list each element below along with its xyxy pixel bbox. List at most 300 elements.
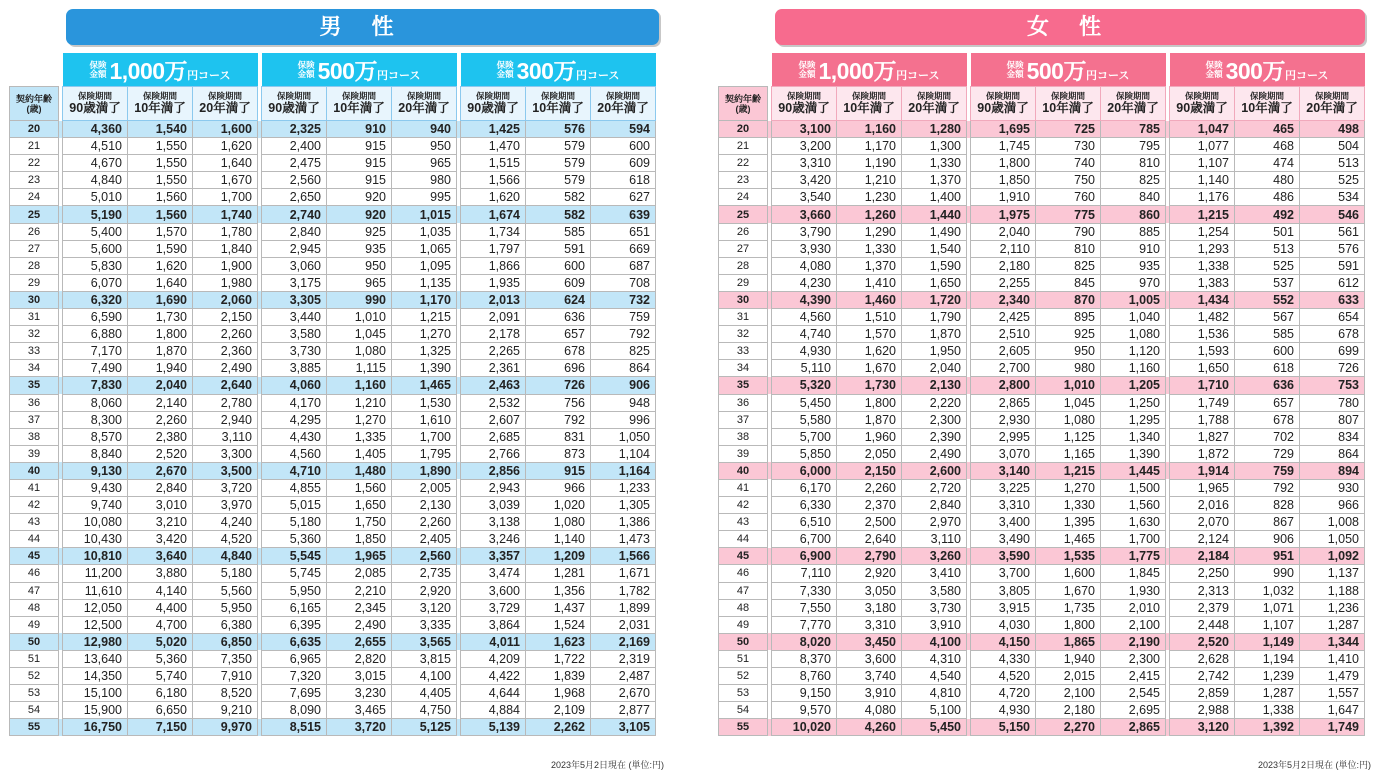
premium-cell: 4,560 (772, 309, 837, 326)
male-course-header (461, 53, 656, 87)
premium-cell: 486 (1235, 189, 1300, 206)
premium-cell: 1,674 (461, 206, 526, 223)
premium-cell: 612 (1300, 274, 1365, 291)
premium-cell: 1,780 (193, 223, 258, 240)
age-header-unit: (歳) (26, 103, 42, 114)
term-label: 保険期間 (916, 91, 951, 101)
premium-cell: 537 (1235, 274, 1300, 291)
premium-cell: 2,560 (392, 548, 457, 565)
premium-cell: 970 (1101, 274, 1166, 291)
premium-cell: 825 (1101, 172, 1166, 189)
premium-cell: 792 (526, 411, 591, 428)
age-cell: 49 (719, 616, 768, 633)
male-term-row (10, 87, 656, 121)
premium-cell: 4,310 (902, 650, 967, 667)
premium-cell: 4,560 (262, 445, 327, 462)
premium-cell: 1,510 (837, 309, 902, 326)
male-course-header (63, 53, 258, 87)
female-course-header (772, 53, 967, 87)
premium-cell: 4,840 (63, 172, 128, 189)
premium-cell: 3,175 (262, 274, 327, 291)
premium-cell: 654 (1300, 309, 1365, 326)
premium-cell: 3,565 (392, 633, 457, 650)
term-header (902, 87, 967, 121)
premium-cell: 5,320 (772, 377, 837, 394)
premium-cell: 561 (1300, 223, 1365, 240)
premium-cell: 3,600 (837, 650, 902, 667)
premium-cell: 1,600 (1036, 565, 1101, 582)
table-row (719, 257, 1365, 274)
premium-cell: 980 (392, 172, 457, 189)
premium-cell: 5,740 (128, 668, 193, 685)
premium-cell: 1,535 (1036, 548, 1101, 565)
premium-cell: 2,840 (128, 479, 193, 496)
premium-cell: 910 (327, 121, 392, 138)
premium-cell: 2,070 (1170, 514, 1235, 531)
premium-cell: 3,885 (262, 360, 327, 377)
female-age-header (719, 87, 768, 121)
table-row (10, 565, 656, 582)
premium-cell: 7,150 (128, 719, 193, 736)
premium-cell: 1,593 (1170, 343, 1235, 360)
premium-cell: 756 (526, 394, 591, 411)
table-row (10, 548, 656, 565)
premium-cell: 1,047 (1170, 121, 1235, 138)
premium-cell: 2,380 (128, 428, 193, 445)
premium-cell: 1,015 (392, 206, 457, 223)
age-cell: 54 (10, 702, 59, 719)
premium-cell: 1,215 (1170, 206, 1235, 223)
table-row (719, 599, 1365, 616)
premium-cell: 3,910 (837, 685, 902, 702)
premium-cell: 639 (591, 206, 656, 223)
premium-cell: 1,870 (902, 326, 967, 343)
premium-cell: 3,970 (193, 497, 258, 514)
term-value: 20年満了 (908, 101, 960, 115)
premium-cell: 2,040 (128, 377, 193, 394)
age-cell: 49 (10, 616, 59, 633)
age-cell: 35 (10, 377, 59, 394)
premium-cell: 1,080 (1036, 411, 1101, 428)
premium-cell: 1,935 (461, 274, 526, 291)
premium-cell: 1,410 (837, 274, 902, 291)
course-label: 保険 金額 (798, 59, 816, 79)
premium-cell: 7,110 (772, 565, 837, 582)
premium-cell: 7,910 (193, 668, 258, 685)
premium-cell: 5,850 (772, 445, 837, 462)
table-row (10, 616, 656, 633)
premium-cell: 1,425 (461, 121, 526, 138)
premium-cell: 6,000 (772, 462, 837, 479)
premium-cell: 1,550 (128, 172, 193, 189)
premium-cell: 1,390 (392, 360, 457, 377)
table-row (10, 274, 656, 291)
premium-cell: 8,515 (262, 719, 327, 736)
age-cell: 53 (719, 685, 768, 702)
premium-cell: 669 (591, 240, 656, 257)
premium-cell: 1,020 (526, 497, 591, 514)
age-cell: 52 (10, 668, 59, 685)
premium-cell: 906 (1235, 531, 1300, 548)
premium-cell: 579 (526, 138, 591, 155)
premium-cell: 948 (591, 394, 656, 411)
premium-cell: 2,877 (591, 702, 656, 719)
premium-cell: 9,150 (772, 685, 837, 702)
premium-cell: 576 (526, 121, 591, 138)
table-row (719, 360, 1365, 377)
table-row (10, 599, 656, 616)
premium-cell: 3,440 (262, 309, 327, 326)
term-label: 保険期間 (540, 91, 575, 101)
premium-cell: 940 (392, 121, 457, 138)
male-premium-table (9, 53, 656, 736)
table-row (10, 377, 656, 394)
premium-cell: 2,150 (193, 309, 258, 326)
premium-cell: 9,210 (193, 702, 258, 719)
premium-cell: 2,379 (1170, 599, 1235, 616)
male-footnote: 2023年5月2日現在 (単位:円) (550, 760, 664, 770)
premium-cell: 1,465 (1036, 531, 1101, 548)
premium-cell: 825 (1036, 257, 1101, 274)
male-course-header (262, 53, 457, 87)
age-header-unit: (歳) (735, 103, 751, 114)
premium-cell: 1,437 (526, 599, 591, 616)
table-row (10, 138, 656, 155)
premium-cell: 1,125 (1036, 428, 1101, 445)
premium-cell: 585 (1235, 326, 1300, 343)
premium-cell: 3,490 (971, 531, 1036, 548)
premium-cell: 1,410 (1300, 650, 1365, 667)
term-header (971, 87, 1036, 121)
table-row (719, 309, 1365, 326)
premium-cell: 579 (526, 172, 591, 189)
premium-cell: 1,482 (1170, 309, 1235, 326)
term-label: 保険期間 (341, 91, 376, 101)
table-row (719, 223, 1365, 240)
premium-cell: 3,310 (971, 497, 1036, 514)
premium-cell: 1,965 (1170, 479, 1235, 496)
premium-cell: 1,557 (1300, 685, 1365, 702)
premium-cell: 1,620 (193, 138, 258, 155)
premium-cell: 3,039 (461, 497, 526, 514)
premium-cell: 3,740 (837, 668, 902, 685)
premium-cell: 651 (591, 223, 656, 240)
premium-cell: 5,125 (392, 719, 457, 736)
premium-cell: 965 (392, 155, 457, 172)
premium-cell: 3,305 (262, 291, 327, 308)
premium-cell: 5,360 (262, 531, 327, 548)
premium-cell: 2,220 (902, 394, 967, 411)
premium-cell: 633 (1300, 291, 1365, 308)
premium-cell: 4,209 (461, 650, 526, 667)
premium-cell: 1,335 (327, 428, 392, 445)
premium-cell: 4,670 (63, 155, 128, 172)
premium-cell: 1,210 (837, 172, 902, 189)
premium-cell: 4,140 (128, 582, 193, 599)
age-cell: 55 (10, 719, 59, 736)
premium-cell: 6,900 (772, 548, 837, 565)
premium-cell: 1,356 (526, 582, 591, 599)
premium-cell: 2,184 (1170, 548, 1235, 565)
premium-cell: 2,124 (1170, 531, 1235, 548)
term-value: 10年満了 (1241, 101, 1293, 115)
term-value: 90歳満了 (778, 101, 830, 115)
premium-cell: 995 (392, 189, 457, 206)
premium-cell: 498 (1300, 121, 1365, 138)
premium-cell: 7,695 (262, 685, 327, 702)
premium-cell: 2,130 (392, 497, 457, 514)
term-label: 保険期間 (1184, 91, 1219, 101)
premium-cell: 4,060 (262, 377, 327, 394)
premium-cell: 840 (1101, 189, 1166, 206)
premium-cell: 3,050 (837, 582, 902, 599)
premium-cell: 567 (1235, 309, 1300, 326)
premium-cell: 2,060 (193, 291, 258, 308)
term-value: 20年満了 (199, 101, 251, 115)
term-header (772, 87, 837, 121)
premium-cell: 2,600 (902, 462, 967, 479)
premium-cell: 980 (1036, 360, 1101, 377)
premium-cell: 11,610 (63, 582, 128, 599)
premium-cell: 1,164 (591, 462, 656, 479)
age-cell: 29 (10, 274, 59, 291)
premium-cell: 1,270 (327, 411, 392, 428)
age-cell: 40 (719, 462, 768, 479)
premium-cell: 2,463 (461, 377, 526, 394)
age-cell: 30 (10, 291, 59, 308)
premium-cell: 1,050 (1300, 531, 1365, 548)
course-label: 保険 金額 (496, 59, 514, 79)
age-cell: 38 (10, 428, 59, 445)
age-cell: 24 (10, 189, 59, 206)
premium-cell: 4,520 (193, 531, 258, 548)
premium-cell: 2,545 (1101, 685, 1166, 702)
term-header (1101, 87, 1166, 121)
premium-cell: 5,020 (128, 633, 193, 650)
premium-cell: 996 (591, 411, 656, 428)
premium-cell: 2,490 (902, 445, 967, 462)
premium-cell: 468 (1235, 138, 1300, 155)
premium-cell: 6,650 (128, 702, 193, 719)
premium-cell: 480 (1235, 172, 1300, 189)
premium-cell: 1,550 (128, 155, 193, 172)
premium-cell: 2,510 (971, 326, 1036, 343)
course-amount: 1,000万 (109, 58, 188, 84)
premium-cell: 1,515 (461, 155, 526, 172)
premium-cell: 1,630 (1101, 514, 1166, 531)
premium-cell: 4,230 (772, 274, 837, 291)
premium-cell: 618 (591, 172, 656, 189)
premium-cell: 1,137 (1300, 565, 1365, 582)
premium-cell: 760 (1036, 189, 1101, 206)
premium-cell: 9,130 (63, 462, 128, 479)
premium-cell: 3,720 (327, 719, 392, 736)
term-label: 保険期間 (475, 91, 510, 101)
premium-cell: 2,988 (1170, 702, 1235, 719)
age-cell: 23 (10, 172, 59, 189)
premium-cell: 925 (327, 223, 392, 240)
premium-cell: 915 (327, 138, 392, 155)
premium-cell: 5,190 (63, 206, 128, 223)
premium-cell: 950 (1036, 343, 1101, 360)
term-label: 保険期間 (1050, 91, 1085, 101)
premium-cell: 3,260 (902, 548, 967, 565)
premium-cell: 7,770 (772, 616, 837, 633)
premium-cell: 2,262 (526, 719, 591, 736)
premium-cell: 657 (1235, 394, 1300, 411)
premium-cell: 2,031 (591, 616, 656, 633)
premium-cell: 3,450 (837, 633, 902, 650)
premium-cell: 2,840 (902, 497, 967, 514)
premium-cell: 2,361 (461, 360, 526, 377)
premium-cell: 2,040 (971, 223, 1036, 240)
premium-cell: 3,790 (772, 223, 837, 240)
premium-cell: 8,020 (772, 633, 837, 650)
premium-cell: 1,980 (193, 274, 258, 291)
premium-cell: 1,386 (591, 514, 656, 531)
premium-cell: 4,510 (63, 138, 128, 155)
premium-cell: 1,600 (193, 121, 258, 138)
premium-cell: 2,345 (327, 599, 392, 616)
table-row (719, 326, 1365, 343)
premium-cell: 1,870 (128, 343, 193, 360)
premium-cell: 4,330 (971, 650, 1036, 667)
course-label: 保険 金額 (297, 59, 315, 79)
table-row (719, 291, 1365, 308)
premium-cell: 5,560 (193, 582, 258, 599)
premium-cell: 2,390 (902, 428, 967, 445)
premium-cell: 6,635 (262, 633, 327, 650)
premium-cell: 5,700 (772, 428, 837, 445)
premium-cell: 579 (526, 155, 591, 172)
premium-cell: 10,080 (63, 514, 128, 531)
premium-cell: 2,856 (461, 462, 526, 479)
premium-cell: 1,900 (193, 257, 258, 274)
premium-cell: 2,945 (262, 240, 327, 257)
premium-cell: 1,930 (1101, 582, 1166, 599)
male-banner: 男 性 (66, 9, 659, 45)
premium-cell: 1,140 (1170, 172, 1235, 189)
premium-cell: 513 (1300, 155, 1365, 172)
premium-cell: 3,500 (193, 462, 258, 479)
premium-cell: 4,080 (772, 257, 837, 274)
premium-cell: 2,040 (902, 360, 967, 377)
premium-cell: 1,470 (461, 138, 526, 155)
premium-cell: 474 (1235, 155, 1300, 172)
table-row (10, 172, 656, 189)
premium-cell: 687 (591, 257, 656, 274)
age-cell: 38 (719, 428, 768, 445)
male-age-header (10, 87, 59, 121)
term-value: 10年満了 (532, 101, 584, 115)
premium-cell: 831 (526, 428, 591, 445)
premium-cell: 4,011 (461, 633, 526, 650)
premium-cell: 2,109 (526, 702, 591, 719)
table-row (719, 172, 1365, 189)
premium-cell: 2,943 (461, 479, 526, 496)
premium-cell: 1,077 (1170, 138, 1235, 155)
table-row (719, 650, 1365, 667)
term-label: 保険期間 (142, 91, 177, 101)
premium-cell: 1,281 (526, 565, 591, 582)
table-row (719, 155, 1365, 172)
premium-cell: 2,650 (262, 189, 327, 206)
term-label: 保険期間 (851, 91, 886, 101)
premium-cell: 8,840 (63, 445, 128, 462)
age-cell: 35 (719, 377, 768, 394)
premium-cell: 1,095 (392, 257, 457, 274)
age-cell: 27 (719, 240, 768, 257)
premium-cell: 3,420 (772, 172, 837, 189)
table-row (719, 462, 1365, 479)
premium-cell: 2,013 (461, 291, 526, 308)
age-cell: 51 (10, 650, 59, 667)
premium-cell: 990 (327, 291, 392, 308)
premium-cell: 1,850 (971, 172, 1036, 189)
premium-cell: 920 (327, 206, 392, 223)
premium-cell: 1,050 (591, 428, 656, 445)
premium-cell: 4,710 (262, 462, 327, 479)
age-cell: 34 (10, 360, 59, 377)
premium-cell: 873 (526, 445, 591, 462)
premium-cell: 2,920 (837, 565, 902, 582)
premium-cell: 1,890 (392, 462, 457, 479)
premium-cell: 3,730 (902, 599, 967, 616)
premium-cell: 1,671 (591, 565, 656, 582)
table-row (719, 411, 1365, 428)
course-label: 保険 金額 (1205, 59, 1223, 79)
premium-cell: 2,178 (461, 326, 526, 343)
premium-cell: 5,015 (262, 497, 327, 514)
premium-cell: 1,910 (971, 189, 1036, 206)
premium-cell: 1,620 (461, 189, 526, 206)
course-unit: 円コース (1284, 69, 1329, 82)
table-row (10, 155, 656, 172)
age-cell: 55 (719, 719, 768, 736)
premium-cell: 1,850 (327, 531, 392, 548)
premium-cell: 3,915 (971, 599, 1036, 616)
premium-cell: 759 (1235, 462, 1300, 479)
premium-cell: 1,480 (327, 462, 392, 479)
premium-cell: 1,104 (591, 445, 656, 462)
premium-cell: 7,170 (63, 343, 128, 360)
age-cell: 52 (719, 668, 768, 685)
premium-cell: 6,965 (262, 650, 327, 667)
premium-cell: 1,400 (902, 189, 967, 206)
premium-cell: 2,840 (262, 223, 327, 240)
term-header (837, 87, 902, 121)
premium-cell: 3,580 (902, 582, 967, 599)
age-cell: 37 (10, 411, 59, 428)
premium-cell: 15,900 (63, 702, 128, 719)
premium-cell: 5,950 (193, 599, 258, 616)
term-value: 90歳満了 (69, 101, 121, 115)
term-label: 保険期間 (276, 91, 311, 101)
table-row (10, 497, 656, 514)
premium-cell: 2,520 (1170, 633, 1235, 650)
premium-cell: 618 (1235, 360, 1300, 377)
premium-cell: 2,940 (193, 411, 258, 428)
table-row (719, 121, 1365, 138)
premium-cell: 5,580 (772, 411, 837, 428)
premium-cell: 2,560 (262, 172, 327, 189)
premium-cell: 1,795 (392, 445, 457, 462)
premium-cell: 1,325 (392, 343, 457, 360)
premium-cell: 1,845 (1101, 565, 1166, 582)
premium-cell: 4,405 (392, 685, 457, 702)
premium-cell: 3,300 (193, 445, 258, 462)
table-row (10, 257, 656, 274)
